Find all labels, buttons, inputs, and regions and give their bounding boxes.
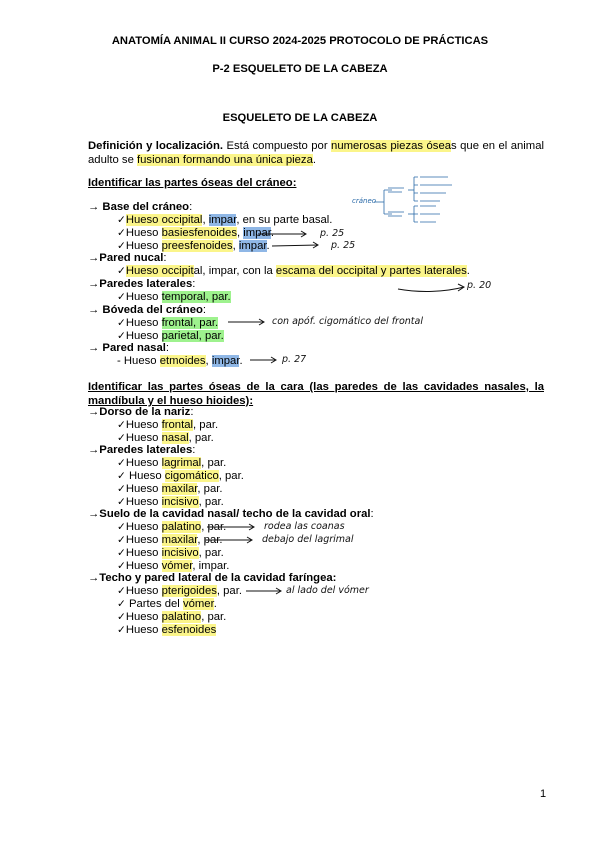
list-item: ✓Hueso vómer, impar. — [117, 560, 230, 572]
header-line-1: ANATOMÍA ANIMAL II CURSO 2024-2025 PROTOCOLO DE PRÁCTICAS — [111, 35, 489, 47]
document-title: ESQUELETO DE LA CABEZA — [222, 112, 378, 124]
list-item: ✓Hueso occipital, impar, en su parte basal. — [117, 214, 333, 226]
suelo-cavidad-label: →Suelo de la cavidad nasal/ techo de la cavidad oral: — [88, 508, 374, 520]
list-item: ✓ Hueso cigomático, par. — [117, 470, 244, 482]
handwritten-note: p. 25 — [320, 228, 345, 239]
handwritten-note: al lado del vómer — [286, 585, 369, 596]
list-item: ✓Hueso incisivo, par. — [117, 547, 224, 559]
list-item: ✓Hueso maxilar, par. — [117, 483, 223, 495]
section2-heading: Identificar las partes óseas de la cara (las paredes de las cavidades nasales, la mandíbula y el hueso hioides): — [88, 381, 544, 407]
list-item: ✓Hueso esfenoides — [117, 624, 217, 636]
boveda-craneo-label: → Bóveda del cráneo: — [88, 304, 207, 316]
list-item: ✓ Partes del vómer. — [117, 598, 217, 610]
list-item: ✓Hueso maxilar, par. — [117, 534, 223, 546]
definition-paragraph: Definición y localización. Está compuesto por numerosas piezas óseas que en el animal adulto se fusionan formando una única pieza. — [88, 140, 545, 166]
section1-heading: Identificar las partes óseas del cráneo: — [88, 177, 297, 189]
list-item: ✓Hueso nasal, par. — [117, 432, 214, 444]
mindmap-root-label: cráneo — [352, 197, 377, 205]
pared-nasal-label: → Pared nasal: — [88, 342, 169, 354]
handwritten-note: rodea las coanas — [264, 521, 345, 532]
list-item: ✓Hueso lagrimal, par. — [117, 457, 227, 469]
handwritten-note: p. 25 — [331, 240, 356, 251]
handwritten-note: p. 20 — [467, 280, 492, 291]
handwritten-note: p. 27 — [282, 354, 307, 365]
list-item: ✓Hueso preesfenoides, impar. — [117, 240, 270, 252]
header-line-2: P-2 ESQUELETO DE LA CABEZA — [212, 63, 388, 75]
list-item: ✓Hueso basiesfenoides, impar. — [117, 227, 275, 239]
techo-faringe-label: →Techo y pared lateral de la cavidad faríngea: — [88, 572, 337, 584]
list-item: ✓Hueso occipital, impar, con la escama del occipital y partes laterales. — [117, 265, 470, 277]
list-item: ✓Hueso frontal, par. — [117, 419, 219, 431]
page-number: 1 — [540, 788, 547, 800]
pared-nucal-label: →Pared nucal: — [88, 252, 167, 264]
list-item: ✓Hueso pterigoides, par. — [117, 585, 242, 597]
paredes-laterales-cara-label: →Paredes laterales: — [88, 444, 196, 456]
handwritten-note: con apóf. cigomático del frontal — [272, 316, 423, 327]
list-item: - Hueso etmoides, impar. — [117, 355, 243, 367]
list-item: ✓Hueso incisivo, par. — [117, 496, 224, 508]
definition-label: Definición y localización. — [88, 140, 223, 152]
list-item: ✓Hueso palatino, par. — [117, 611, 227, 623]
dorso-nariz-label: →Dorso de la nariz: — [88, 406, 194, 418]
handwritten-note: debajo del lagrimal — [262, 534, 354, 545]
list-item: ✓Hueso parietal, par. — [117, 330, 224, 342]
base-craneo-label: → Base del cráneo: — [88, 201, 193, 213]
list-item: ✓Hueso temporal, par. — [117, 291, 231, 303]
list-item: ✓Hueso frontal, par. — [117, 317, 219, 329]
list-item: ✓Hueso palatino, par. — [117, 521, 227, 533]
mindmap-diagram — [374, 177, 452, 222]
paredes-laterales-label: →Paredes laterales: — [88, 278, 196, 290]
